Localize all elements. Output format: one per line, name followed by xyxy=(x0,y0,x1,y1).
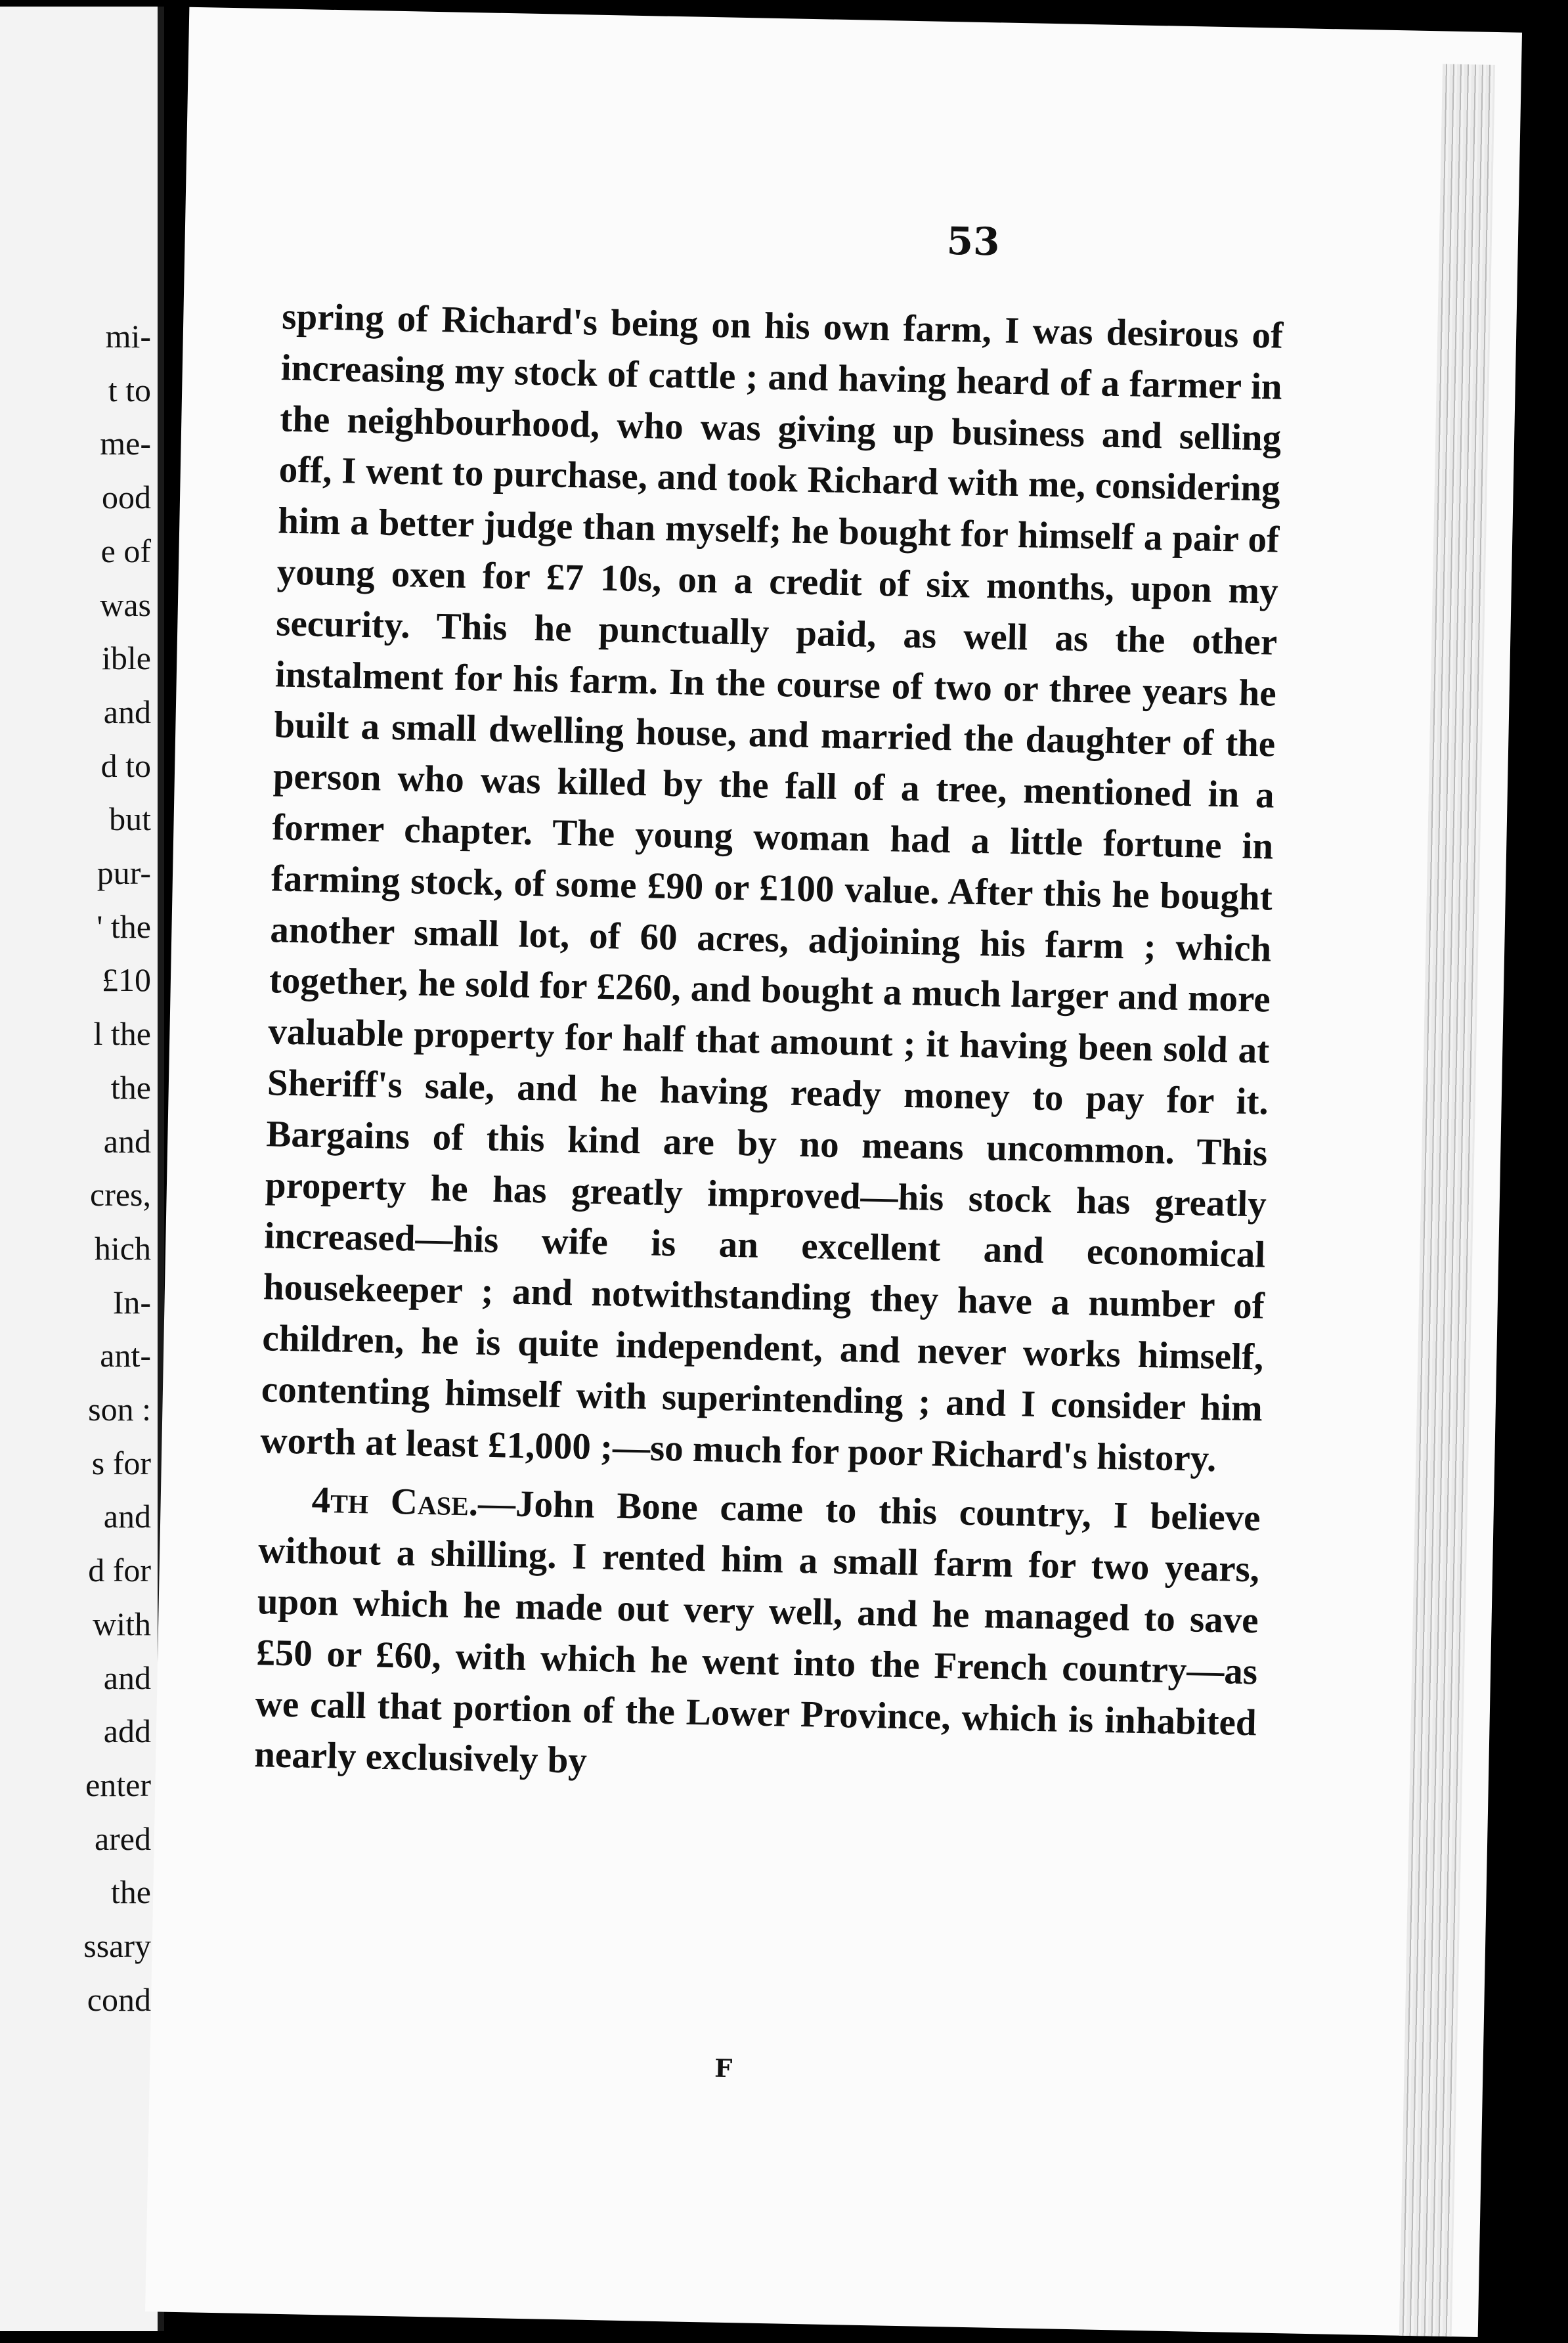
previous-page-line-fragment: £10 xyxy=(102,961,151,999)
page-number: 53 xyxy=(946,218,1001,265)
previous-page-line-fragment: add xyxy=(103,1713,151,1750)
previous-page-line-fragment: In- xyxy=(112,1283,151,1321)
previous-page-line-fragment: ant- xyxy=(100,1337,151,1374)
previous-page-line-fragment: d for xyxy=(88,1552,151,1589)
previous-page-line-fragment: l the xyxy=(93,1015,151,1053)
previous-page-line-fragment: ' the xyxy=(97,908,151,945)
previous-page-line-fragment: ssary xyxy=(83,1927,151,1965)
previous-page-line-fragment: ood xyxy=(102,479,151,516)
previous-page-line-fragment: the xyxy=(110,1068,151,1106)
page-body xyxy=(254,292,1284,1800)
previous-page-line-fragment: d to xyxy=(100,747,151,784)
paragraph-richard: spring of Richard's being on his own farm, I was desirous of increasing my stock of cattle ; and having heard of a farmer in the neighbourhood, who was giving up business and selling off, I went to purchase, and took Richard with me, considering him a better judge than myself; he bought for himself a pair of young oxen for £7 10s, on a credit of six months, upon my security. This he punctually paid, as well as the other instalment for his farm. In the course of two or three years he built a small dwelling house, and married the daughter of the person who was killed by the fall of a tree, mentioned in a former chapter. The young woman had a little fortune in farming stock, of some £90 or £100 value. After this he bought another small lot, of 60 acres, adjoining his farm ; which together, he sold for £260, and bought a much larger and more valuable property for half that amount ; it having been sold at Sheriff's sale, and he having ready money to pay for it. Bargains of this kind are by no means uncommon. This property he has greatly improved—his stock has greatly increased—his wife is an excellent and economical housekeeper ; and notwithstanding they have a number of children, he is quite independent, and never works himself, contenting himself with superintending ; and I consider him worth at least £1,000 ;—so much for poor Richard's history. xyxy=(259,296,1284,1479)
previous-page-line-fragment: the xyxy=(110,1873,151,1911)
paragraph-john-bone xyxy=(254,1474,1261,1800)
previous-page-line-fragment: cres, xyxy=(90,1176,151,1214)
previous-page-line-fragment: t to xyxy=(108,371,151,408)
book-page xyxy=(145,7,1522,2337)
previous-page-line-fragment: and xyxy=(103,1122,151,1160)
previous-page-line-fragment: s for xyxy=(91,1444,151,1481)
previous-page-line-fragment: e of xyxy=(100,532,151,569)
previous-page-line-fragment: and xyxy=(103,693,151,730)
signature-mark: F xyxy=(714,2053,733,2084)
previous-page-line-fragment: enter xyxy=(85,1766,151,1803)
previous-page-line-fragment: son : xyxy=(88,1391,151,1428)
previous-page-line-fragment: mi- xyxy=(105,318,151,355)
previous-page-line-fragment: with xyxy=(93,1605,151,1642)
previous-page-line-fragment: ible xyxy=(102,640,151,677)
previous-page-line-fragment: and xyxy=(103,1659,151,1696)
page-edges xyxy=(1399,64,1495,2336)
previous-page-line-fragment: me- xyxy=(100,425,151,462)
previous-page-line-fragment: hich xyxy=(94,1229,151,1267)
case-heading: 4th Case. xyxy=(311,1479,479,1524)
previous-page-line-fragment: pur- xyxy=(97,854,151,892)
previous-page-line-fragment: ared xyxy=(94,1820,151,1857)
paragraph-john-bone-text: —John Bone came to this country, I believe without a shilling. I rented him a small farm for two years, upon which he made out very well, and he managed to save £50 or £60, with which he went into the French country—as we call that portion of the Lower Province, which is inhabited nearly exclusively by xyxy=(253,1482,1261,1782)
previous-page-line-ends xyxy=(83,310,151,2027)
previous-page-strip xyxy=(0,7,164,2331)
previous-page-line-fragment: but xyxy=(109,800,151,838)
previous-page-line-fragment: was xyxy=(100,586,151,623)
previous-page-line-fragment: cond xyxy=(87,1981,151,2018)
previous-page-line-fragment: and xyxy=(103,1498,151,1535)
